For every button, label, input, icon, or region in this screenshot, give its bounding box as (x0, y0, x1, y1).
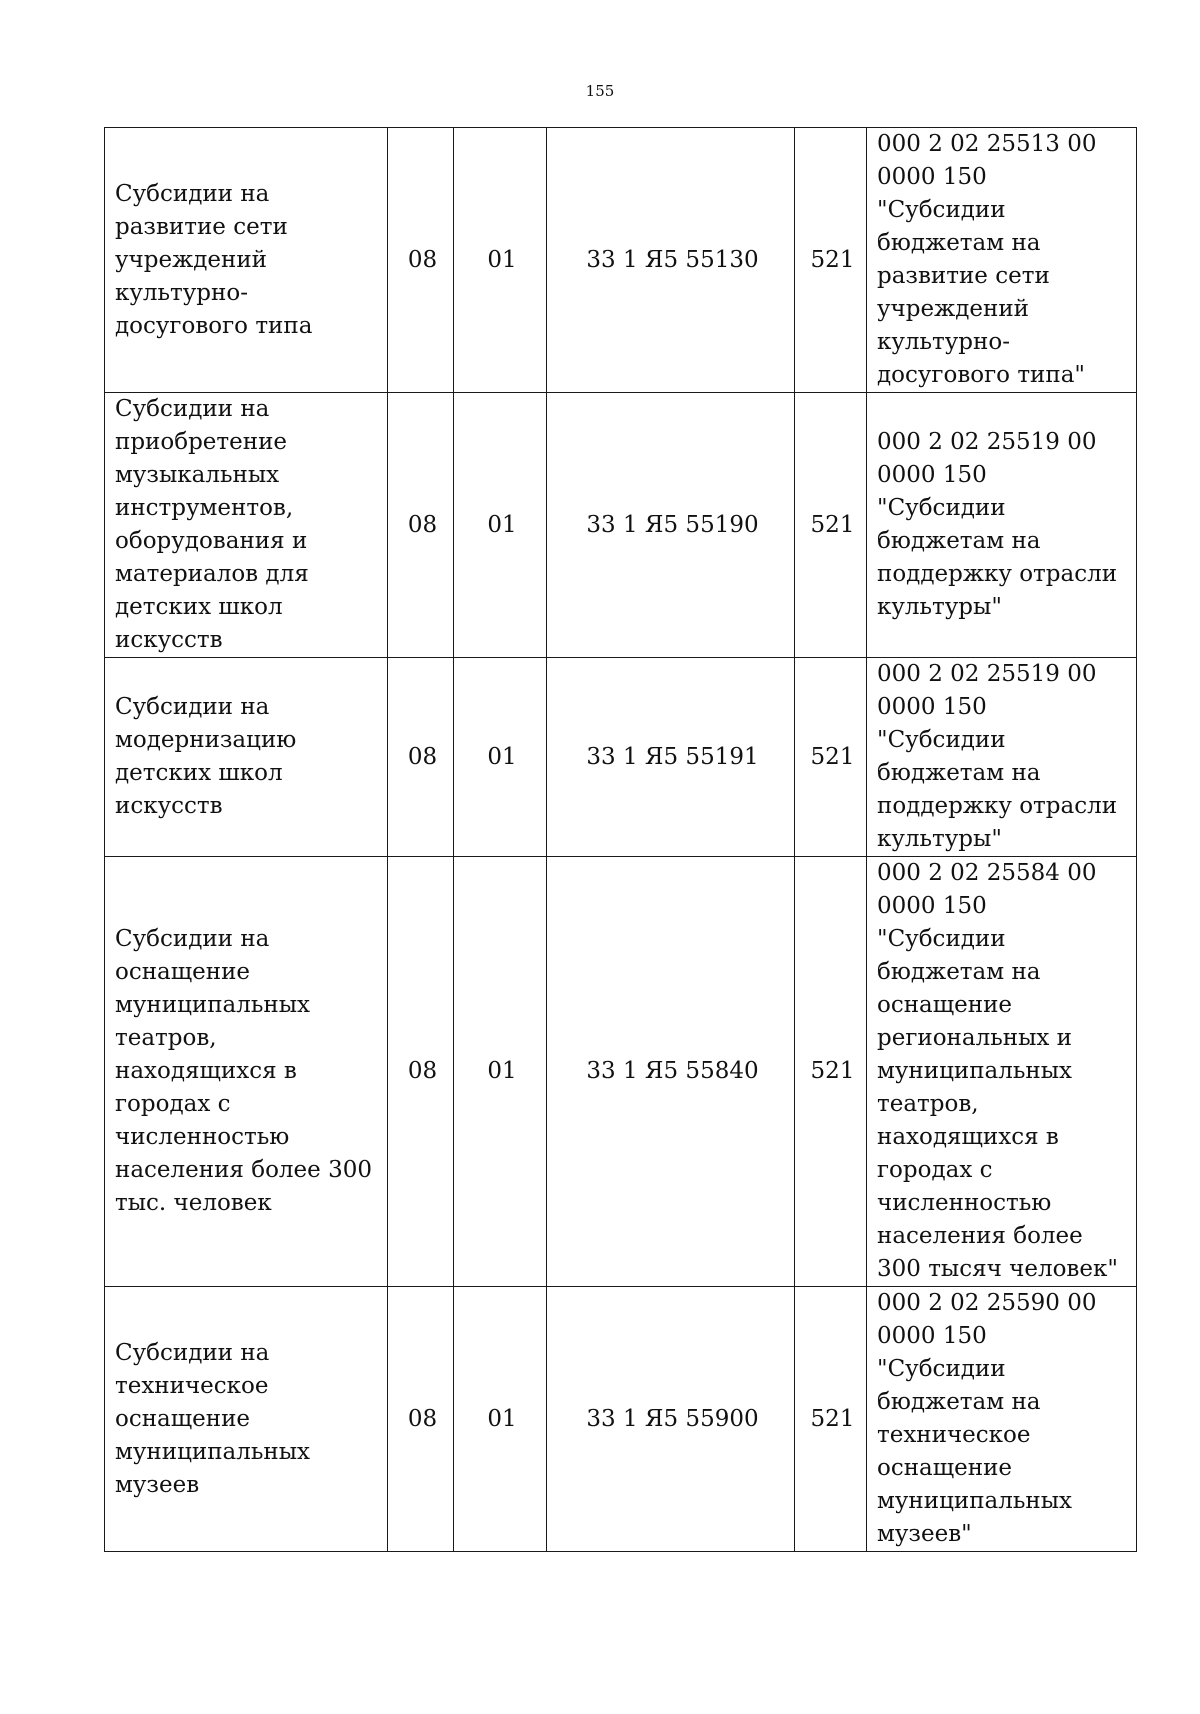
section-code-cell: 08 (388, 393, 454, 658)
table-row (105, 128, 1137, 393)
expense-type-cell: 521 (795, 393, 867, 658)
section-code-cell: 08 (388, 128, 454, 393)
target-article-cell: 33 1 Я5 55130 (547, 128, 795, 393)
revenue-code-cell: 000 2 02 25590 00 0000 150 "Субсидии бюджетам на техническое оснащение муниципальных музеев" (867, 1287, 1137, 1552)
section-code-cell: 08 (388, 1287, 454, 1552)
table-row (105, 1287, 1137, 1552)
table-row (105, 658, 1137, 857)
revenue-code-cell: 000 2 02 25519 00 0000 150 "Субсидии бюджетам на поддержку отрасли культуры" (867, 393, 1137, 658)
revenue-code-cell: 000 2 02 25519 00 0000 150 "Субсидии бюджетам на поддержку отрасли культуры" (867, 658, 1137, 857)
expense-type-cell: 521 (795, 128, 867, 393)
expense-type-cell: 521 (795, 1287, 867, 1552)
revenue-code-cell: 000 2 02 25584 00 0000 150 "Субсидии бюджетам на оснащение региональных и муниципальных театров, находящихся в городах с численностью населения более 300 тысяч человек" (867, 857, 1137, 1287)
expense-name-cell: Субсидии на модернизацию детских школ искусств (105, 658, 388, 857)
target-article-cell: 33 1 Я5 55900 (547, 1287, 795, 1552)
expense-name-cell: Субсидии на приобретение музыкальных инструментов, оборудования и материалов для детских школ искусств (105, 393, 388, 658)
expense-name-cell: Субсидии на оснащение муниципальных театров, находящихся в городах с численностью населения более 300 тыс. человек (105, 857, 388, 1287)
expense-name-cell: Субсидии на техническое оснащение муниципальных музеев (105, 1287, 388, 1552)
expense-name-cell: Субсидии на развитие сети учреждений культурно- досугового типа (105, 128, 388, 393)
budget-table (104, 127, 1137, 1552)
target-article-cell: 33 1 Я5 55190 (547, 393, 795, 658)
section-code-cell: 08 (388, 857, 454, 1287)
target-article-cell: 33 1 Я5 55191 (547, 658, 795, 857)
section-code-cell: 08 (388, 658, 454, 857)
revenue-code-cell: 000 2 02 25513 00 0000 150 "Субсидии бюджетам на развитие сети учреждений культурно- досугового типа" (867, 128, 1137, 393)
subsection-code-cell: 01 (454, 658, 547, 857)
subsection-code-cell: 01 (454, 393, 547, 658)
expense-type-cell: 521 (795, 658, 867, 857)
table-row (105, 857, 1137, 1287)
page-number: 155 (585, 82, 615, 100)
subsection-code-cell: 01 (454, 857, 547, 1287)
table-row (105, 393, 1137, 658)
subsection-code-cell: 01 (454, 128, 547, 393)
target-article-cell: 33 1 Я5 55840 (547, 857, 795, 1287)
subsection-code-cell: 01 (454, 1287, 547, 1552)
expense-type-cell: 521 (795, 857, 867, 1287)
